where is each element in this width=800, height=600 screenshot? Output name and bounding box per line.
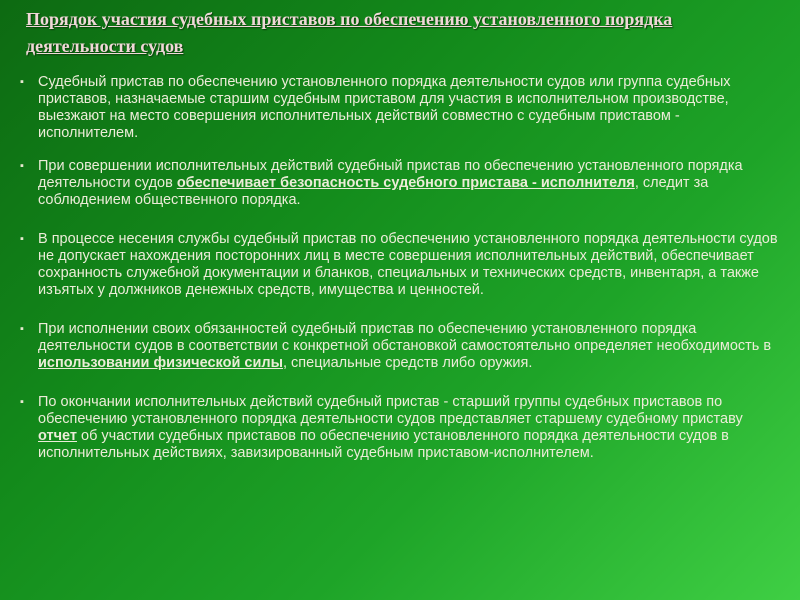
item-emphasis: отчет (38, 428, 77, 444)
item-text: При исполнении своих обязанностей судебный пристав по обеспечению установленного порядка деятельности судов в соответствии с конкретной обстановкой самостоятельно определяет необходимость в (38, 321, 772, 354)
list-item (20, 394, 780, 462)
list-item (20, 158, 780, 209)
item-text-tail: , специальные средств либо оружия. (282, 355, 533, 371)
bullet-icon: ▪ (20, 233, 24, 245)
bullet-list (20, 74, 780, 462)
item-text: В процессе несения службы судебный пристав по обеспечению установленного порядка деятельности судов не допускает нахождения посторонних лиц в месте совершения исполнительных действий, обеспечивает сохранность служебной документации и бланков, специальных и технических средств, инвентаря, а также изъятых у должников денежных средств, имущества и ценностей. (38, 231, 778, 298)
list-item (20, 74, 780, 142)
item-text-tail: , следит за соблюдением общественного порядка. (38, 175, 709, 208)
list-item (20, 231, 780, 299)
item-text: При совершении исполнительных действий судебный пристав по обеспечению установленного порядка деятельности судов (38, 158, 743, 191)
slide-title: Порядок участия судебных приставов по обеспечению установленного порядка деятельности судов (26, 9, 673, 56)
bullet-icon: ▪ (20, 396, 24, 408)
item-emphasis: использовании физической силы (38, 355, 283, 371)
bullet-icon: ▪ (20, 76, 24, 88)
item-emphasis: обеспечивает безопасность судебного пристава - исполнителя (176, 175, 635, 191)
bullet-icon: ▪ (20, 323, 24, 335)
item-text: По окончании исполнительных действий судебный пристав - старший группы судебных приставов по обеспечению установленного порядка деятельности судов представляет старшему судебному приставу (38, 394, 743, 427)
item-text: Судебный пристав по обеспечению установленного порядка деятельности судов или группа судебных приставов, назначаемые старшим судебным приставом для участия в исполнительном производстве, выезжают на место совершения исполнительных действий совместно с судебным приставом - исполнителем. (38, 74, 731, 141)
bullet-icon: ▪ (20, 160, 24, 172)
list-item (20, 321, 780, 372)
item-text-tail: об участии судебных приставов по обеспечению установленного порядка деятельности судов в исполнительных действиях, завизированный судебным приставом-исполнителем. (38, 428, 729, 461)
